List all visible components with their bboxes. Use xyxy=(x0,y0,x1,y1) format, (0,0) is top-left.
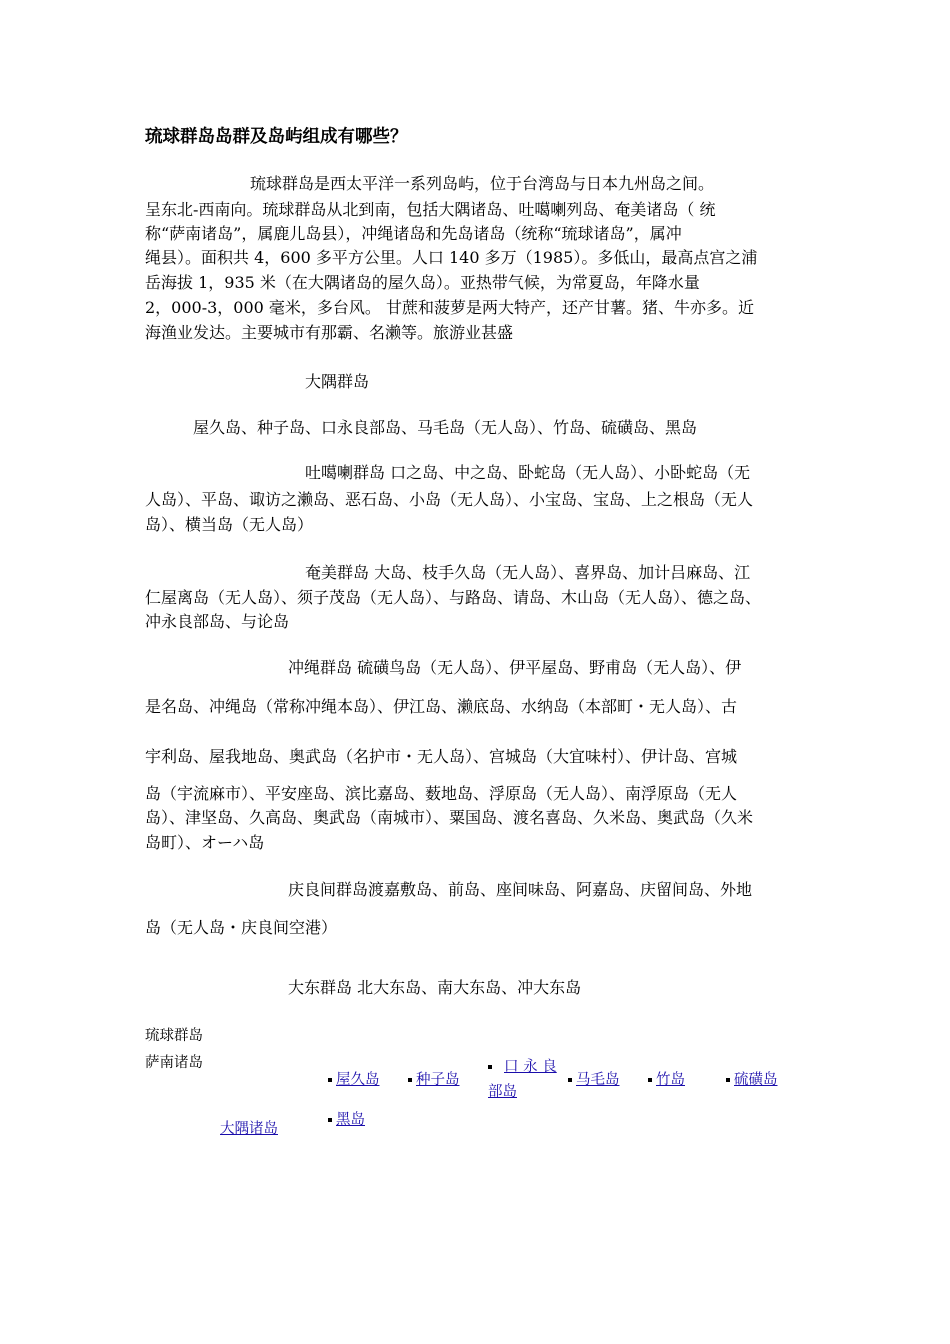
intro-line: 绳县）。面积共 4，600 多平方公里。人口 140 多万（1985）。多低山，最高点宫之浦 xyxy=(145,248,758,267)
nav-item[interactable] xyxy=(488,1055,557,1076)
okinawa-line: 岛（宇流麻市）、平安座岛、滨比嘉岛、薮地岛、浮原岛（无人岛）、南浮原岛（无人 xyxy=(145,784,738,803)
daito-line: 大东群岛 北大东岛、南大东岛、冲大东岛 xyxy=(288,978,582,997)
nav-link-kuchinoerabu-cont[interactable]: 部岛 xyxy=(488,1084,517,1100)
amami-line: 奄美群岛 大岛、枝手久岛（无人岛）、喜界岛、加计吕麻岛、江 xyxy=(305,563,751,582)
amami-line: 仁屋离岛（无人岛）、须子茂岛（无人岛）、与路岛、请岛、木山岛（无人岛）、德之岛、 xyxy=(145,588,762,607)
okinawa-line: 冲绳群岛 硫磺鸟岛（无人岛）、伊平屋岛、野甫岛（无人岛）、伊 xyxy=(288,658,742,677)
kerama-line: 岛（无人岛・庆良间空港） xyxy=(145,918,338,937)
nav-item[interactable] xyxy=(328,1068,380,1089)
intro-line: 琉球群岛是西太平洋一系列岛屿，位于台湾岛与日本九州岛之间。 xyxy=(250,174,715,193)
okinawa-line: 岛）、津坚岛、久高岛、奥武岛（南城市）、粟国岛、渡名喜岛、久米岛、奥武岛（久米 xyxy=(145,808,754,827)
bullet-icon xyxy=(328,1078,332,1082)
intro-line: 海渔业发达。主要城市有那霸、名濑等。旅游业甚盛 xyxy=(145,323,514,342)
nav-link-tanegashima[interactable]: 种子岛 xyxy=(416,1072,460,1088)
intro-line: 称“萨南诸岛”，属鹿儿岛县），冲绳诸岛和先岛诸岛（统称“琉球诸岛”，属冲 xyxy=(145,224,682,243)
tokara-line: 人岛）、平岛、诹访之濑岛、恶石岛、小岛（无人岛）、小宝岛、宝岛、上之根岛（无人 xyxy=(145,490,754,509)
bullet-icon xyxy=(568,1078,572,1082)
nav-link-takeshima[interactable]: 竹岛 xyxy=(656,1072,685,1088)
nav-item[interactable] xyxy=(648,1068,685,1089)
page-title: 琉球群岛岛群及岛屿组成有哪些？ xyxy=(145,127,408,147)
bullet-icon xyxy=(488,1065,492,1069)
nav-link-yakushima[interactable]: 屋久岛 xyxy=(336,1072,380,1088)
nav-label-ryukyu: 琉球群岛 xyxy=(145,1028,203,1044)
osumi-heading: 大隅群岛 xyxy=(305,372,370,391)
nav-link-kuchinoerabu[interactable]: 口 永 良 xyxy=(504,1059,557,1075)
kerama-line: 庆良间群岛渡嘉敷岛、前岛、座间味岛、阿嘉岛、庆留间岛、外地 xyxy=(288,880,753,899)
nav-link-mageshima[interactable]: 马毛岛 xyxy=(576,1072,620,1088)
nav-label-satsunan: 萨南诸岛 xyxy=(145,1055,203,1071)
nav-link-iojima[interactable]: 硫磺岛 xyxy=(734,1072,778,1088)
tokara-line: 岛）、横当岛（无人岛） xyxy=(145,515,314,534)
okinawa-line: 岛町）、オーハ岛 xyxy=(145,833,265,852)
nav-link-osumi-group[interactable]: 大隅诸岛 xyxy=(220,1121,278,1137)
intro-line: 岳海拔 1，935 米（在大隅诸岛的屋久岛）。亚热带气候，为常夏岛，年降水量 xyxy=(145,273,700,292)
osumi-list: 屋久岛、种子岛、口永良部岛、马毛岛（无人岛）、竹岛、硫磺岛、黑岛 xyxy=(193,418,698,437)
tokara-line: 吐噶喇群岛 口之岛、中之岛、卧蛇岛（无人岛）、小卧蛇岛（无 xyxy=(305,463,751,482)
nav-item[interactable] xyxy=(726,1068,778,1089)
nav-link-kuroshima[interactable]: 黑岛 xyxy=(336,1112,365,1128)
nav-item[interactable] xyxy=(328,1108,365,1129)
bullet-icon xyxy=(726,1078,730,1082)
bullet-icon xyxy=(648,1078,652,1082)
okinawa-line: 是名岛、冲绳岛（常称冲绳本岛）、伊江岛、濑底岛、水纳岛（本部町・无人岛）、古 xyxy=(145,697,738,716)
okinawa-line: 宇利岛、屋我地岛、奥武岛（名护市・无人岛）、宫城岛（大宜味村）、伊计岛、宫城 xyxy=(145,747,738,766)
intro-line: 呈东北-西南向。琉球群岛从北到南，包括大隅诸岛、吐噶喇列岛、奄美诸岛（ 统 xyxy=(145,200,716,219)
amami-line: 冲永良部岛、与论岛 xyxy=(145,612,290,631)
intro-line: 2，000-3，000 毫米，多台风。 甘蔗和菠萝是两大特产，还产甘薯。猪、牛亦多。近 xyxy=(145,298,755,317)
bullet-icon xyxy=(408,1078,412,1082)
nav-item[interactable] xyxy=(568,1068,620,1089)
bullet-icon xyxy=(328,1118,332,1122)
nav-item[interactable] xyxy=(408,1068,460,1089)
